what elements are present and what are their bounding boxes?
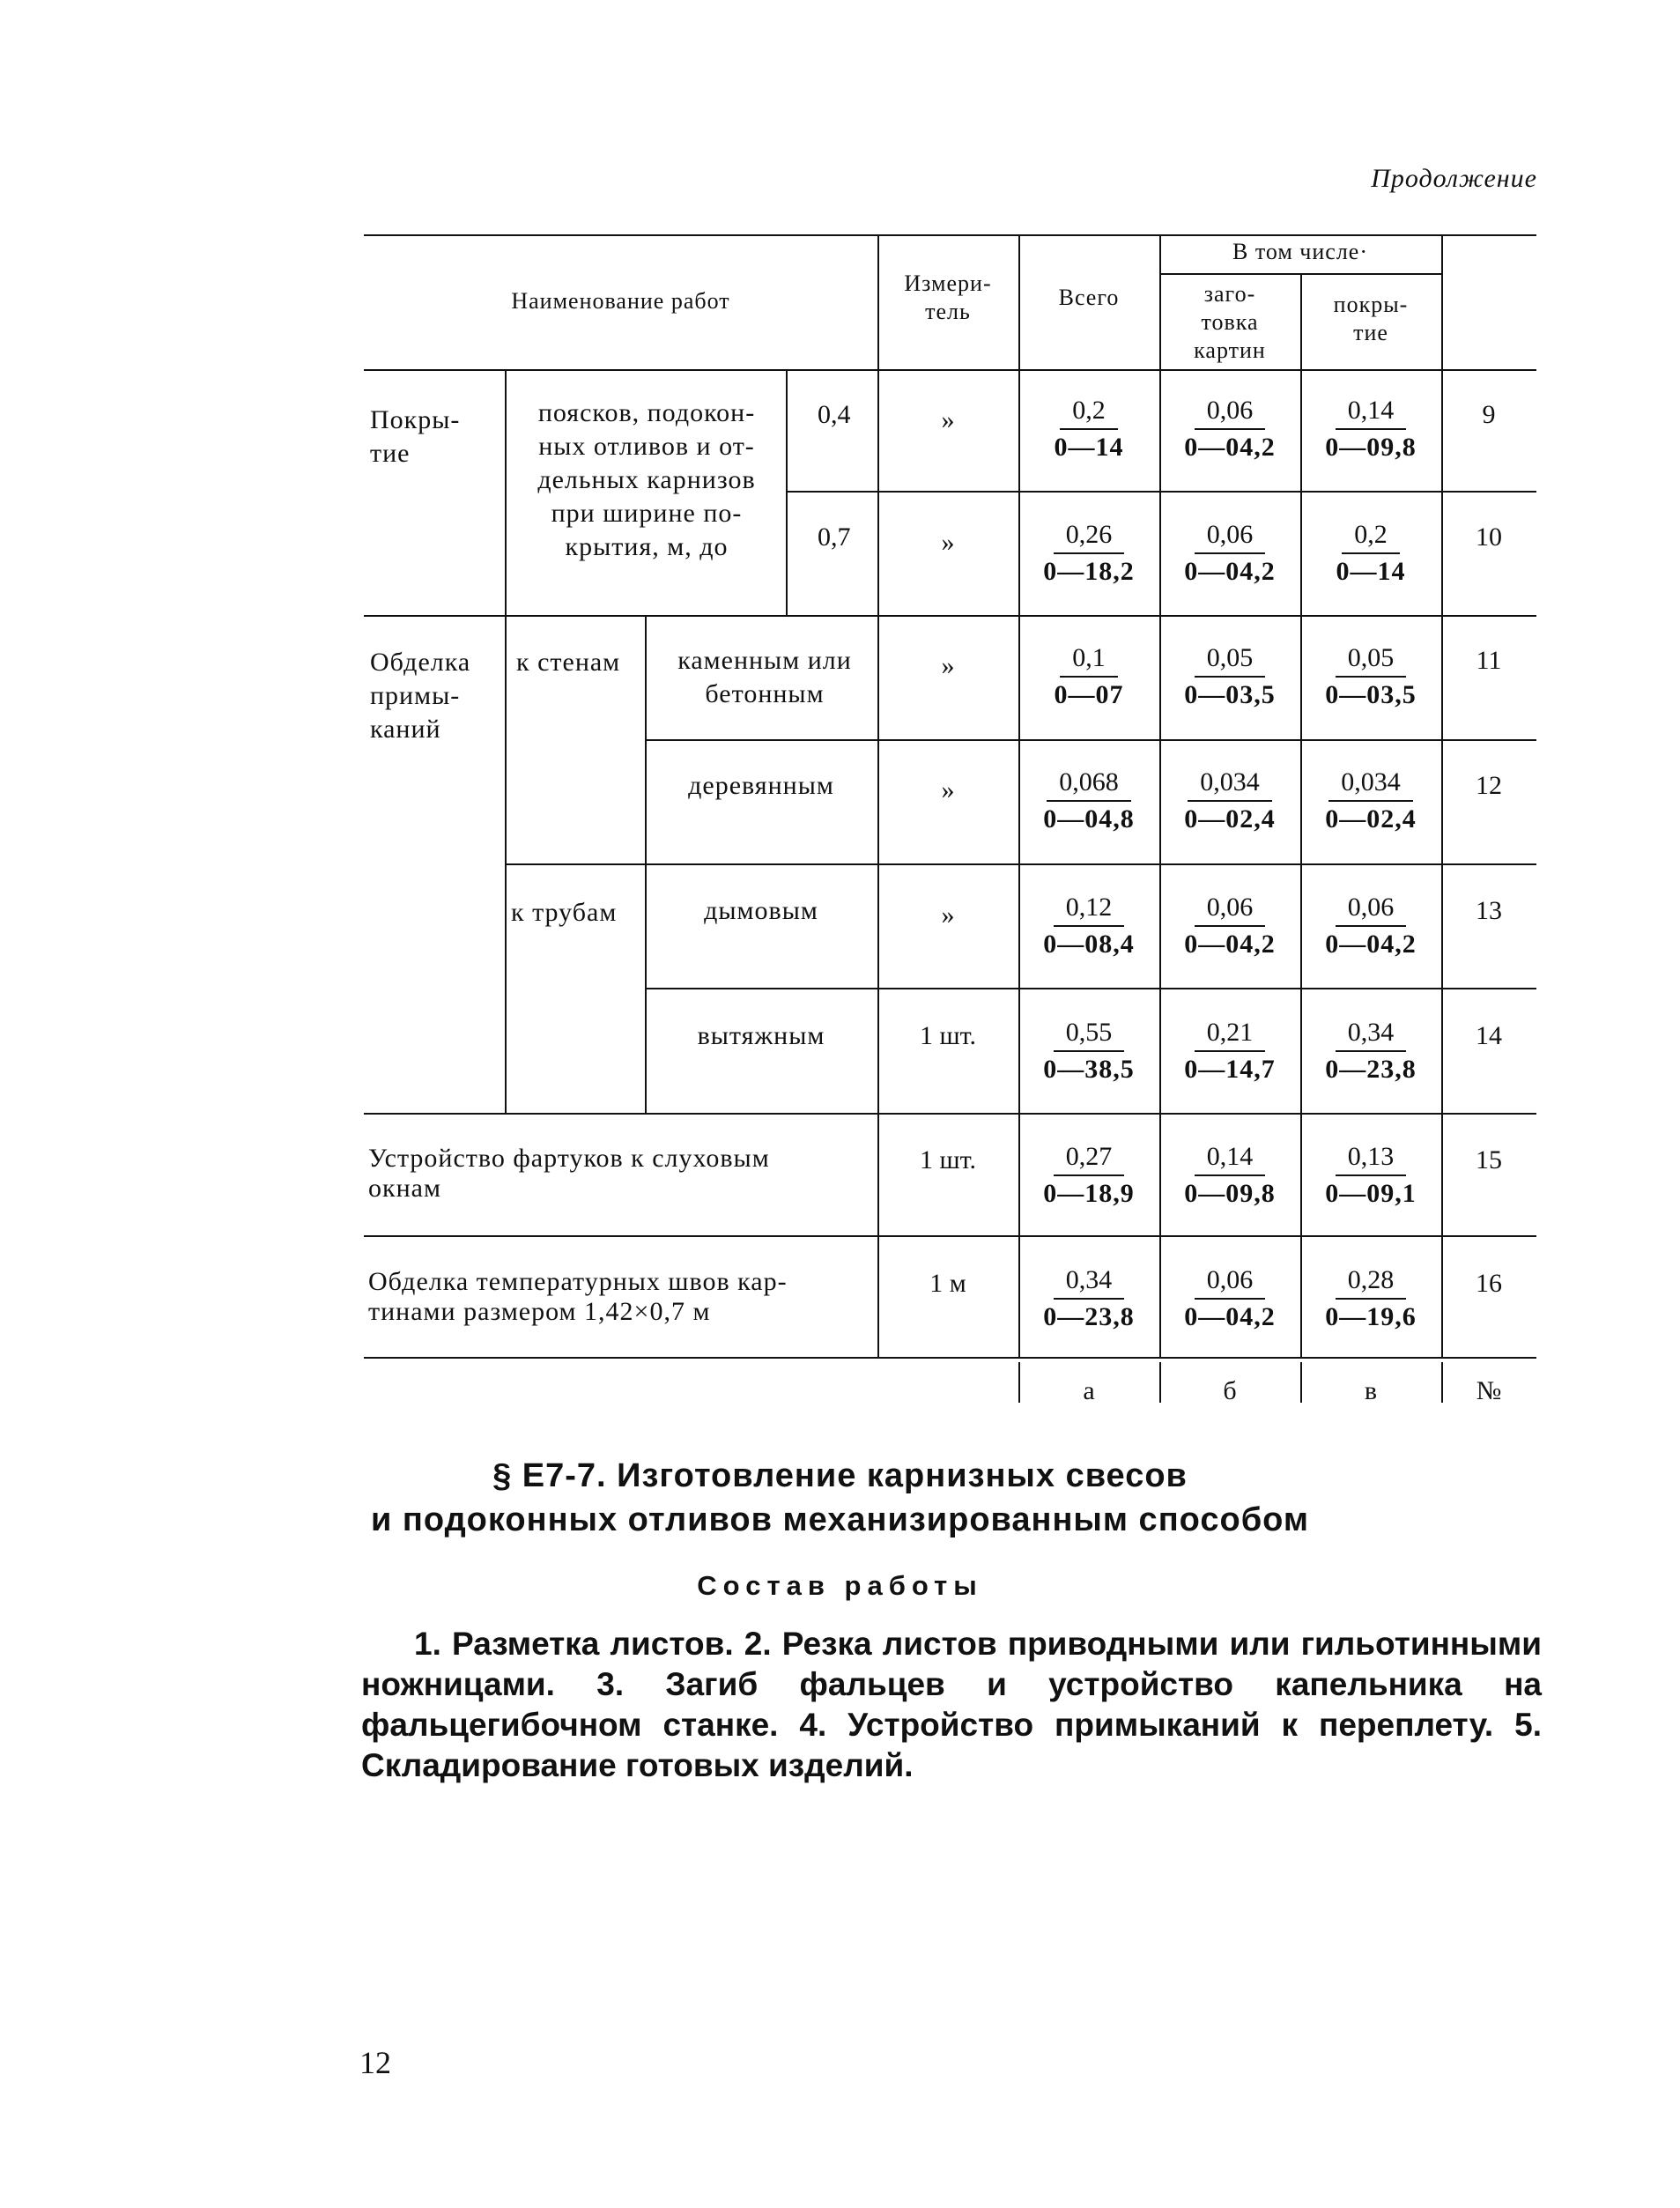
row-16-total-rate: 0,34	[1054, 1263, 1125, 1300]
row-10-prep-price: 0—04,2	[1184, 557, 1276, 586]
row-13-no: 13	[1476, 896, 1502, 925]
row-16-prep-rate: 0,06	[1195, 1263, 1266, 1300]
row-13-total-price: 0—08,4	[1043, 930, 1135, 959]
row-16-label: Обделка температурных швов кар- тинами размером 1,42×0,7 м	[368, 1267, 788, 1326]
row-13-unit: »	[941, 900, 955, 930]
row-13-divider	[645, 988, 1536, 989]
group-k-stenam: к стенам	[516, 648, 621, 677]
row-16-total	[1018, 1263, 1159, 1335]
row-9-prep-price: 0—04,2	[1184, 433, 1276, 462]
row-16-cover-price: 0—19,6	[1325, 1302, 1417, 1331]
row-10-unit: »	[941, 528, 955, 557]
section-title-line2: и подоконных отливов механизированным способом	[370, 1501, 1309, 1538]
row-16-prep-price: 0—04,2	[1184, 1302, 1276, 1331]
row-9-total-rate: 0,2	[1060, 393, 1118, 430]
row-15-unit: 1 шт.	[920, 1145, 976, 1174]
header-cover: покры- тие	[1333, 292, 1409, 345]
row-16-unit: 1 м	[929, 1269, 966, 1298]
row-11-no: 11	[1476, 646, 1502, 675]
row-14-total-price: 0—38,5	[1043, 1055, 1135, 1084]
row-16-prep	[1159, 1263, 1300, 1335]
row-13-total-rate: 0,12	[1054, 890, 1125, 927]
row-14-divider	[364, 1113, 1536, 1115]
row-11-prep	[1159, 641, 1300, 713]
row-11-unit: »	[941, 651, 955, 680]
work-composition-text: 1. Разметка листов. 2. Резка листов приводными или гильотинными ножницами. 3. Загиб фальцев и устройство капельника на фальцегибочном станке. 4. Устройство примыканий к переплету. 5. Складирование готовых изделий.	[361, 1626, 1542, 1783]
row-10-cover-price: 0—14	[1336, 557, 1406, 586]
row-10-total-rate: 0,26	[1054, 517, 1125, 554]
row-15-label: Устройство фартуков к слуховым окнам	[368, 1144, 770, 1203]
row-9-divider	[786, 491, 1536, 493]
row-10-size: 0,7	[818, 522, 851, 552]
row-15-cover-rate: 0,13	[1336, 1139, 1407, 1176]
row-16-cover	[1300, 1263, 1441, 1335]
row-10-cover	[1300, 517, 1441, 589]
row-15-total	[1018, 1139, 1159, 1211]
group-pokrytie: Покры- тие	[370, 405, 461, 468]
row-13-total	[1018, 890, 1159, 962]
row-14-total	[1018, 1015, 1159, 1087]
row-11-prep-price: 0—03,5	[1184, 680, 1276, 709]
row-9-total	[1018, 393, 1159, 465]
table-top-border	[364, 234, 1536, 236]
row-12-cover	[1300, 765, 1441, 837]
row-13-prep-rate: 0,06	[1195, 890, 1266, 927]
row-12-label: деревянным	[688, 771, 834, 800]
row-16-total-price: 0—23,8	[1043, 1302, 1135, 1331]
footer-col-no: №	[1476, 1376, 1502, 1405]
footer-col-a: а	[1083, 1376, 1095, 1405]
row-11-total	[1018, 641, 1159, 713]
page-number: 12	[359, 2045, 391, 2080]
row-15-prep-rate: 0,14	[1195, 1139, 1266, 1176]
row-11-total-price: 0—07	[1054, 680, 1124, 709]
header-bottom-border	[364, 369, 1536, 371]
row-14-cover-price: 0—23,8	[1325, 1055, 1417, 1084]
row-9-total-price: 0—14	[1054, 433, 1124, 462]
row-13-prep	[1159, 890, 1300, 962]
row-10-no: 10	[1476, 522, 1502, 552]
header-unit: Измери- тель	[904, 270, 992, 324]
row-14-prep-price: 0—14,7	[1184, 1055, 1276, 1084]
row-14-cover-rate: 0,34	[1336, 1015, 1407, 1052]
row-11-cover-rate: 0,05	[1336, 641, 1407, 678]
row-15-cover-price: 0—09,1	[1325, 1179, 1417, 1208]
row-13-cover-rate: 0,06	[1336, 890, 1407, 927]
row-9-no: 9	[1482, 400, 1496, 429]
row-15-total-rate: 0,27	[1054, 1139, 1125, 1176]
row-13-cover	[1300, 890, 1441, 962]
section-title-line1: § Е7-7. Изготовление карнизных свесов	[492, 1457, 1188, 1494]
row-13-prep-price: 0—04,2	[1184, 930, 1276, 959]
footer-col-v: в	[1364, 1376, 1378, 1405]
header-group: В том числе·	[1232, 239, 1369, 264]
row-15-cover	[1300, 1139, 1441, 1211]
row-9-cover	[1300, 393, 1441, 465]
row-14-total-rate: 0,55	[1054, 1015, 1125, 1052]
row-10-prep-rate: 0,06	[1195, 517, 1266, 554]
row-11-label: каменным или бетонным	[677, 646, 852, 708]
table-bottom-border	[364, 1357, 1536, 1359]
row-9-prep-rate: 0,06	[1195, 393, 1266, 430]
row-15-prep-price: 0—09,8	[1184, 1179, 1276, 1208]
row-10-cover-rate: 0,2	[1342, 517, 1400, 554]
row-11-prep-rate: 0,05	[1195, 641, 1266, 678]
row-12-prep	[1159, 765, 1300, 837]
group-k-trubam: к трубам	[511, 898, 618, 927]
row-9-size: 0,4	[818, 400, 851, 429]
row-14-label: вытяжным	[697, 1021, 825, 1050]
row-12-total	[1018, 765, 1159, 837]
row-12-no: 12	[1476, 771, 1502, 800]
row-13-label: дымовым	[704, 896, 818, 925]
row-15-no: 15	[1476, 1145, 1502, 1174]
row-14-unit: 1 шт.	[920, 1021, 976, 1050]
row-10-divider	[364, 615, 1536, 617]
row-11-total-rate: 0,1	[1060, 641, 1118, 678]
row-9-cover-price: 0—09,8	[1325, 433, 1417, 462]
group-pokrytie-desc: поясков, подокон- ных отливов и от- дельных карнизов при ширине по- крытия, м, до	[537, 398, 756, 561]
row-10-prep	[1159, 517, 1300, 589]
row-14-prep	[1159, 1015, 1300, 1087]
row-12-prep-price: 0—02,4	[1184, 804, 1276, 834]
row-15-total-price: 0—18,9	[1043, 1179, 1135, 1208]
row-16-no: 16	[1476, 1269, 1502, 1298]
header-name: Наименование работ	[511, 288, 730, 314]
row-12-unit: »	[941, 775, 955, 804]
group-obdelka: Обделка примы- каний	[370, 648, 471, 744]
row-11-cover	[1300, 641, 1441, 713]
row-12-divider	[505, 863, 1536, 865]
row-11-cover-price: 0—03,5	[1325, 680, 1417, 709]
row-14-cover	[1300, 1015, 1441, 1087]
row-12-cover-price: 0—02,4	[1325, 804, 1417, 834]
row-12-total-rate: 0,068	[1047, 765, 1131, 802]
section-subtitle: Состав работы	[697, 1570, 983, 1601]
row-10-total	[1018, 517, 1159, 589]
header-prep: заго- товка картин	[1194, 281, 1266, 363]
row-9-unit: »	[941, 405, 955, 434]
row-9-prep	[1159, 393, 1300, 465]
row-13-cover-price: 0—04,2	[1325, 930, 1417, 959]
row-14-no: 14	[1476, 1021, 1502, 1050]
row-15-divider	[364, 1235, 1536, 1237]
row-12-prep-rate: 0,034	[1188, 765, 1272, 802]
row-10-total-price: 0—18,2	[1043, 557, 1135, 586]
row-9-cover-rate: 0,14	[1336, 393, 1407, 430]
row-16-cover-rate: 0,28	[1336, 1263, 1407, 1300]
row-12-cover-rate: 0,034	[1328, 765, 1413, 802]
col-sub-left	[505, 369, 507, 1113]
footer-col-b: б	[1223, 1376, 1237, 1405]
row-14-prep-rate: 0,21	[1195, 1015, 1266, 1052]
row-11-divider	[645, 739, 1536, 741]
row-15-prep	[1159, 1139, 1300, 1211]
header-total: Всего	[1058, 285, 1120, 310]
continuation-label: Продолжение	[1371, 164, 1537, 193]
row-12-total-price: 0—04,8	[1043, 804, 1135, 834]
